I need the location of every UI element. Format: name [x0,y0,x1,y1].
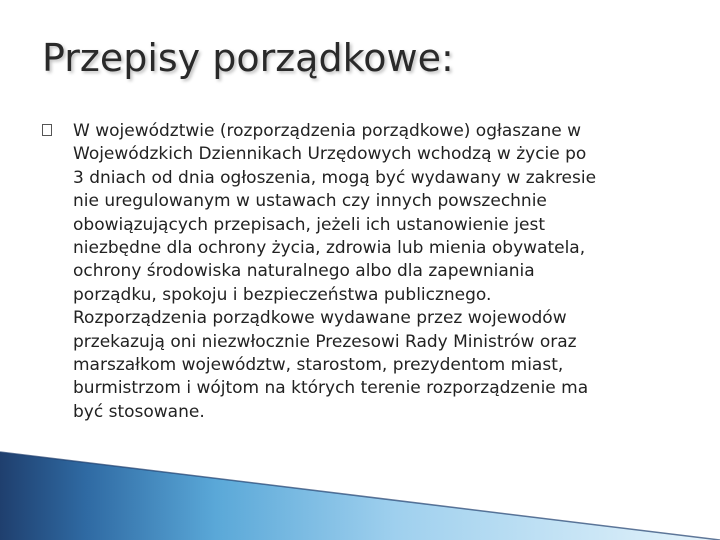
bullet-line: być stosowane. [73,401,205,422]
bullet-text [73,120,673,424]
bullet-line: 3 dniach od dnia ogłoszenia, mogą być wydawany w zakresie [73,167,597,188]
bullet-line: obowiązujących przepisach, jeżeli ich ustanowienie jest [73,214,545,235]
bullet-line: niezbędne dla ochrony życia, zdrowia lub mienia obywatela, [73,238,586,259]
bullet-line: porządku, spokoju i bezpieczeństwa publicznego. [73,284,492,305]
slide-title: Przepisy porządkowe: [42,36,454,80]
bullet-line: W województwie (rozporządzenia porządkowe) ogłaszane w [73,121,581,141]
decorative-wedge [0,450,720,540]
bullet-line: Rozporządzenia porządkowe wydawane przez wojewodów [73,308,567,329]
bullet-line: marszałkom województw, starostom, prezydentom miast, [73,355,564,376]
bullet-line: Wojewódzkich Dziennikach Urzędowych wchodzą w życie po [73,144,587,165]
bullet-line: przekazują oni niezwłocznie Prezesowi Rady Ministrów oraz [73,331,577,352]
bullet-line: ochrony środowiska naturalnego albo dla zapewniania [73,261,535,282]
square-bullet-icon [42,124,52,136]
bullet-line: burmistrzom i wójtom na których terenie rozporządzenie ma [73,378,589,399]
bullet-line: nie uregulowanym w ustawach czy innych powszechnie [73,191,547,212]
